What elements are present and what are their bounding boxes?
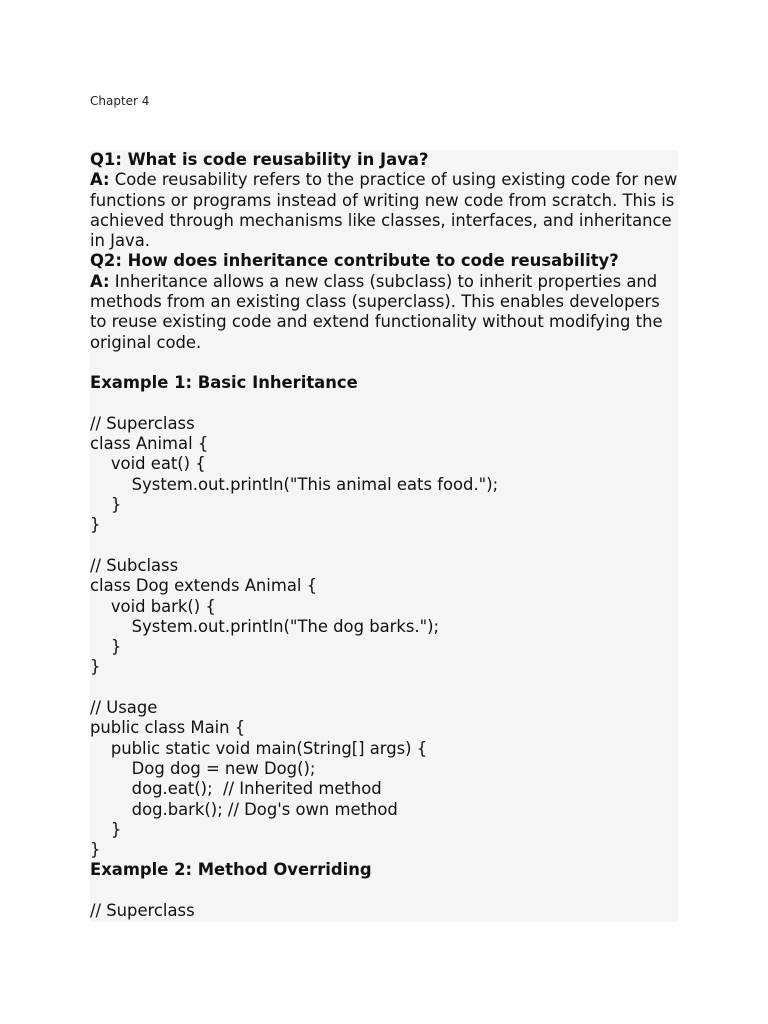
answer-2 bbox=[90, 272, 678, 353]
code-line bbox=[90, 678, 678, 698]
code-line: // Superclass bbox=[90, 413, 195, 433]
code-line: // Superclass bbox=[90, 900, 195, 920]
code-line: } bbox=[90, 637, 122, 657]
code-line: } bbox=[90, 819, 122, 839]
example-1-code bbox=[90, 414, 678, 861]
code-line: } bbox=[90, 840, 101, 860]
answer-text: Code reusability refers to the practice of using existing code for new functions or programs instead of writing new code from scratch. This is achieved through mechanisms like classes, interfaces, and inheritance in Java. bbox=[90, 170, 678, 251]
code-line: dog.bark(); // Dog's own method bbox=[90, 799, 398, 819]
answer-label: A: bbox=[90, 170, 110, 190]
code-line: } bbox=[90, 515, 101, 535]
code-line: public class Main { bbox=[90, 718, 246, 738]
example-2-heading: Example 2: Method Overriding bbox=[90, 860, 372, 880]
code-line bbox=[90, 536, 678, 556]
code-line: class Animal { bbox=[90, 434, 209, 454]
answer-1 bbox=[90, 170, 678, 251]
code-line: } bbox=[90, 495, 122, 515]
answer-label: A: bbox=[90, 271, 110, 291]
code-line bbox=[90, 881, 678, 901]
question-2: Q2: How does inheritance contribute to code reusability? bbox=[90, 251, 619, 271]
example-2-code bbox=[90, 881, 678, 922]
code-line: // Subclass bbox=[90, 555, 179, 575]
code-line: public static void main(String[] args) { bbox=[90, 738, 428, 758]
question-1: Q1: What is code reusability in Java? bbox=[90, 150, 429, 169]
document-content bbox=[90, 150, 678, 922]
code-line: } bbox=[90, 657, 101, 677]
code-line: void bark() { bbox=[90, 596, 216, 616]
code-line: class Dog extends Animal { bbox=[90, 576, 318, 596]
chapter-header: Chapter 4 bbox=[90, 94, 150, 108]
code-line: System.out.println("The dog barks."); bbox=[90, 616, 440, 636]
example-1-heading: Example 1: Basic Inheritance bbox=[90, 373, 358, 393]
code-line: Dog dog = new Dog(); bbox=[90, 758, 316, 778]
code-line: void eat() { bbox=[90, 454, 206, 474]
code-line: // Usage bbox=[90, 698, 158, 718]
code-line: System.out.println("This animal eats food."); bbox=[90, 474, 499, 494]
answer-text: Inheritance allows a new class (subclass) to inherit properties and methods from an existing class (superclass). This enables developers to reuse existing code and extend functionality without modifying the original code. bbox=[90, 271, 663, 352]
code-line: dog.eat(); // Inherited method bbox=[90, 779, 382, 799]
